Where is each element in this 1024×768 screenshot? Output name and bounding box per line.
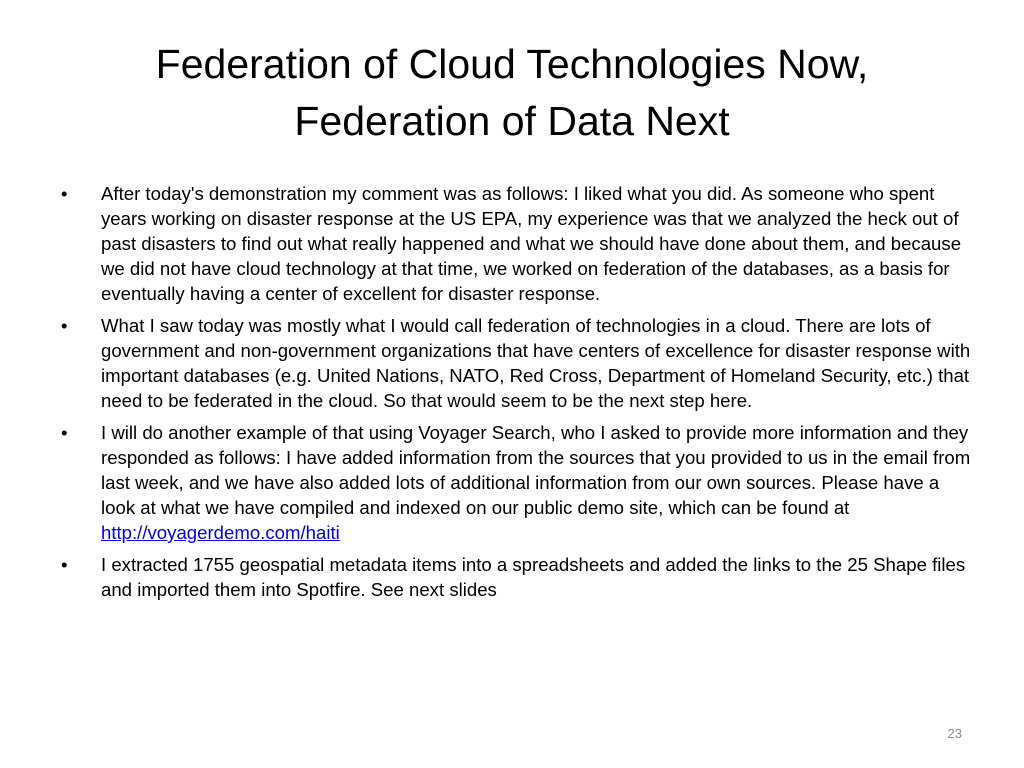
bullet-dot-icon: • xyxy=(61,315,68,336)
bullet-dot-icon: • xyxy=(61,183,68,204)
bullet-item xyxy=(60,420,972,545)
bullet-text: What I saw today was mostly what I would call federation of technologies in a cloud. There are lots of government and non-government organizations that have centers of excellence for disaster response with important databases (e.g. United Nations, NATO, Red Cross, Department of Homeland Security, etc.) that need to be federated in the cloud. So that would seem to be the next step here. xyxy=(101,315,971,411)
bullet-text: I extracted 1755 geospatial metadata items into a spreadsheets and added the links to the 25 Shape files and imported them into Spotfire. See next slides xyxy=(101,554,966,600)
slide-title-line-1: Federation of Cloud Technologies Now, xyxy=(155,41,869,87)
page-number: 23 xyxy=(947,726,962,741)
slide-title-line-2: Federation of Data Next xyxy=(294,98,730,144)
bullet-text: I will do another example of that using Voyager Search, who I asked to provide more information and they responded as follows: I have added information from the sources that you provided to us in the email from last week, and we have also added lots of additional information from our own sources. Please have a look at what we have compiled and indexed on our public demo site, which can be found at xyxy=(101,422,971,518)
bullet-item xyxy=(60,181,972,306)
slide-title xyxy=(40,36,984,150)
bullet-text: After today's demonstration my comment was as follows: I liked what you did. As someone who spent years working on disaster response at the US EPA, my experience was that we analyzed the heck out of past disasters to find out what really happened and what we should have done about them, and because we did not have cloud technology at that time, we worked on federation of the databases, as a basis for eventually having a center of excellent for disaster response. xyxy=(101,183,962,304)
bullet-item xyxy=(60,552,972,602)
bullet-dot-icon: • xyxy=(61,422,68,443)
bullet-dot-icon: • xyxy=(61,554,68,575)
bullet-item xyxy=(60,313,972,413)
bullet-list xyxy=(60,181,972,609)
voyager-demo-link[interactable]: http://voyagerdemo.com/haiti xyxy=(101,522,340,543)
